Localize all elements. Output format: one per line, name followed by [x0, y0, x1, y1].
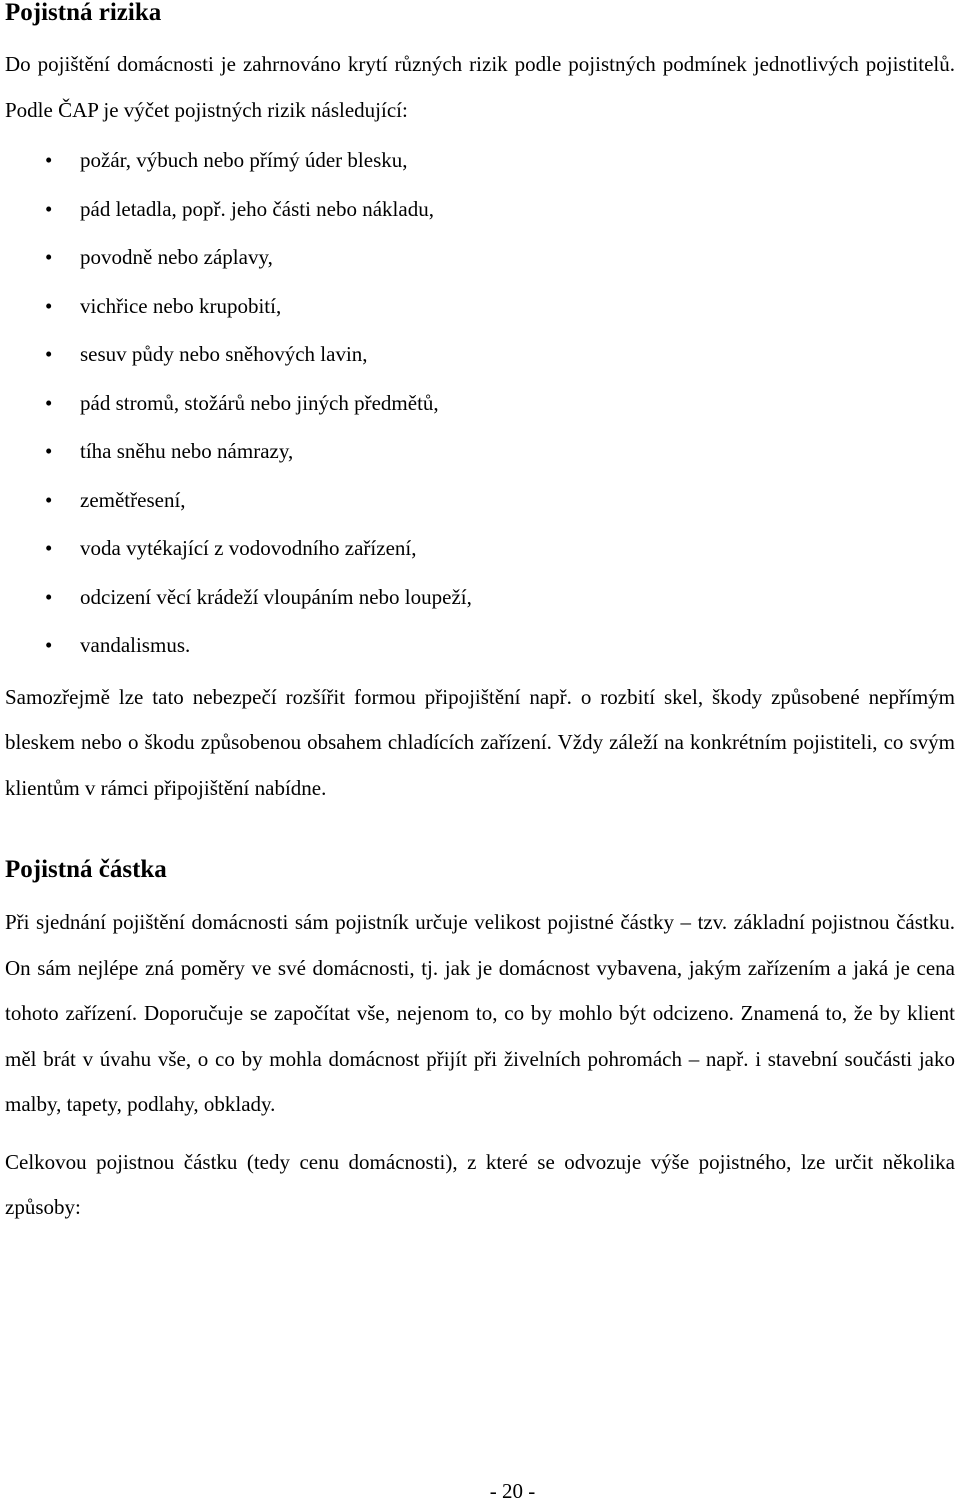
risk-text: pád stromů, stožárů nebo jiných předmětů, — [80, 390, 439, 415]
bullet-icon: • — [45, 196, 53, 221]
risk-text: zemětřesení, — [80, 487, 186, 512]
intro-paragraph: Do pojištění domácnosti je zahrnováno krytí různých rizik podle pojistných podmínek jednotlivých pojistitelů. Podle ČAP je výčet pojistných rizik následující: — [5, 52, 955, 122]
risk-text: odcizení věcí krádeží vloupáním nebo loupeží, — [80, 584, 472, 609]
risk-list-item — [5, 621, 955, 670]
risk-list-item — [5, 379, 955, 428]
section-heading-pojistna-castka: Pojistná částka — [5, 856, 167, 883]
bullet-icon: • — [45, 584, 53, 609]
risk-text: voda vytékající z vodovodního zařízení, — [80, 536, 417, 560]
bullet-icon: • — [45, 148, 53, 172]
section-heading-pojistna-rizika: Pojistná rizika — [5, 0, 162, 26]
risk-text: pád letadla, popř. jeho části nebo nákladu, — [80, 196, 434, 221]
sum-insured-paragraph: Při sjednání pojištění domácnosti sám pojistník určuje velikost pojistné částky – tzv. základní pojistnou částku. On sám nejlépe zná poměry ve své domácnosti, tj. jak je domácnost vybavena, jakým zařízením a jaká je cena tohoto zařízení. Doporučuje se započítat vše, nejenom to, co by mohlo být odcizeno. Znamená to, že by klient měl brát v úvahu vše, o co by mohla domácnost přijít při živelních pohromách – např. i stavební součásti jako malby, tapety, podlahy, obklady. — [5, 910, 955, 1116]
page-number: - 20 - — [489, 1479, 536, 1503]
risk-list — [5, 136, 955, 670]
bullet-icon: • — [45, 439, 53, 463]
bullet-icon: • — [45, 342, 53, 366]
risk-list-item — [5, 185, 955, 234]
risk-list-item — [5, 233, 955, 282]
risk-list-item — [5, 476, 955, 525]
risk-text: vichřice nebo krupobití, — [80, 293, 282, 318]
risk-list-item — [5, 330, 955, 379]
risk-list-item — [5, 282, 955, 331]
risk-text: vandalismus. — [80, 633, 191, 657]
risk-text: požár, výbuch nebo přímý úder blesku, — [80, 148, 408, 172]
sum-methods-paragraph: Celkovou pojistnou částku (tedy cenu domácnosti), z které se odvozuje výše pojistného, lze určit několika způsoby: — [5, 1149, 955, 1219]
bullet-icon: • — [45, 390, 53, 415]
risk-list-item — [5, 573, 955, 622]
risk-list-item — [5, 524, 955, 573]
bullet-icon: • — [45, 536, 53, 560]
risk-text: tíha sněhu nebo námrazy, — [80, 439, 294, 463]
bullet-icon: • — [45, 633, 53, 657]
risk-text: povodně nebo záplavy, — [80, 245, 273, 269]
bullet-icon: • — [45, 293, 53, 318]
bullet-icon: • — [45, 487, 53, 512]
document-page — [5, 0, 955, 1231]
risk-text: sesuv půdy nebo sněhových lavin, — [80, 342, 368, 366]
risk-list-item — [5, 136, 955, 185]
supplementary-insurance-paragraph: Samozřejmě lze tato nebezpečí rozšířit formou připojištění např. o rozbití skel, škody způsobené nepřímým bleskem nebo o škodu způsobenou obsahem chladících zařízení. Vždy záleží na konkrétním pojistiteli, co svým klientům v rámci připojištění nabídne. — [5, 684, 955, 800]
risk-list-item — [5, 427, 955, 476]
bullet-icon: • — [45, 245, 53, 269]
